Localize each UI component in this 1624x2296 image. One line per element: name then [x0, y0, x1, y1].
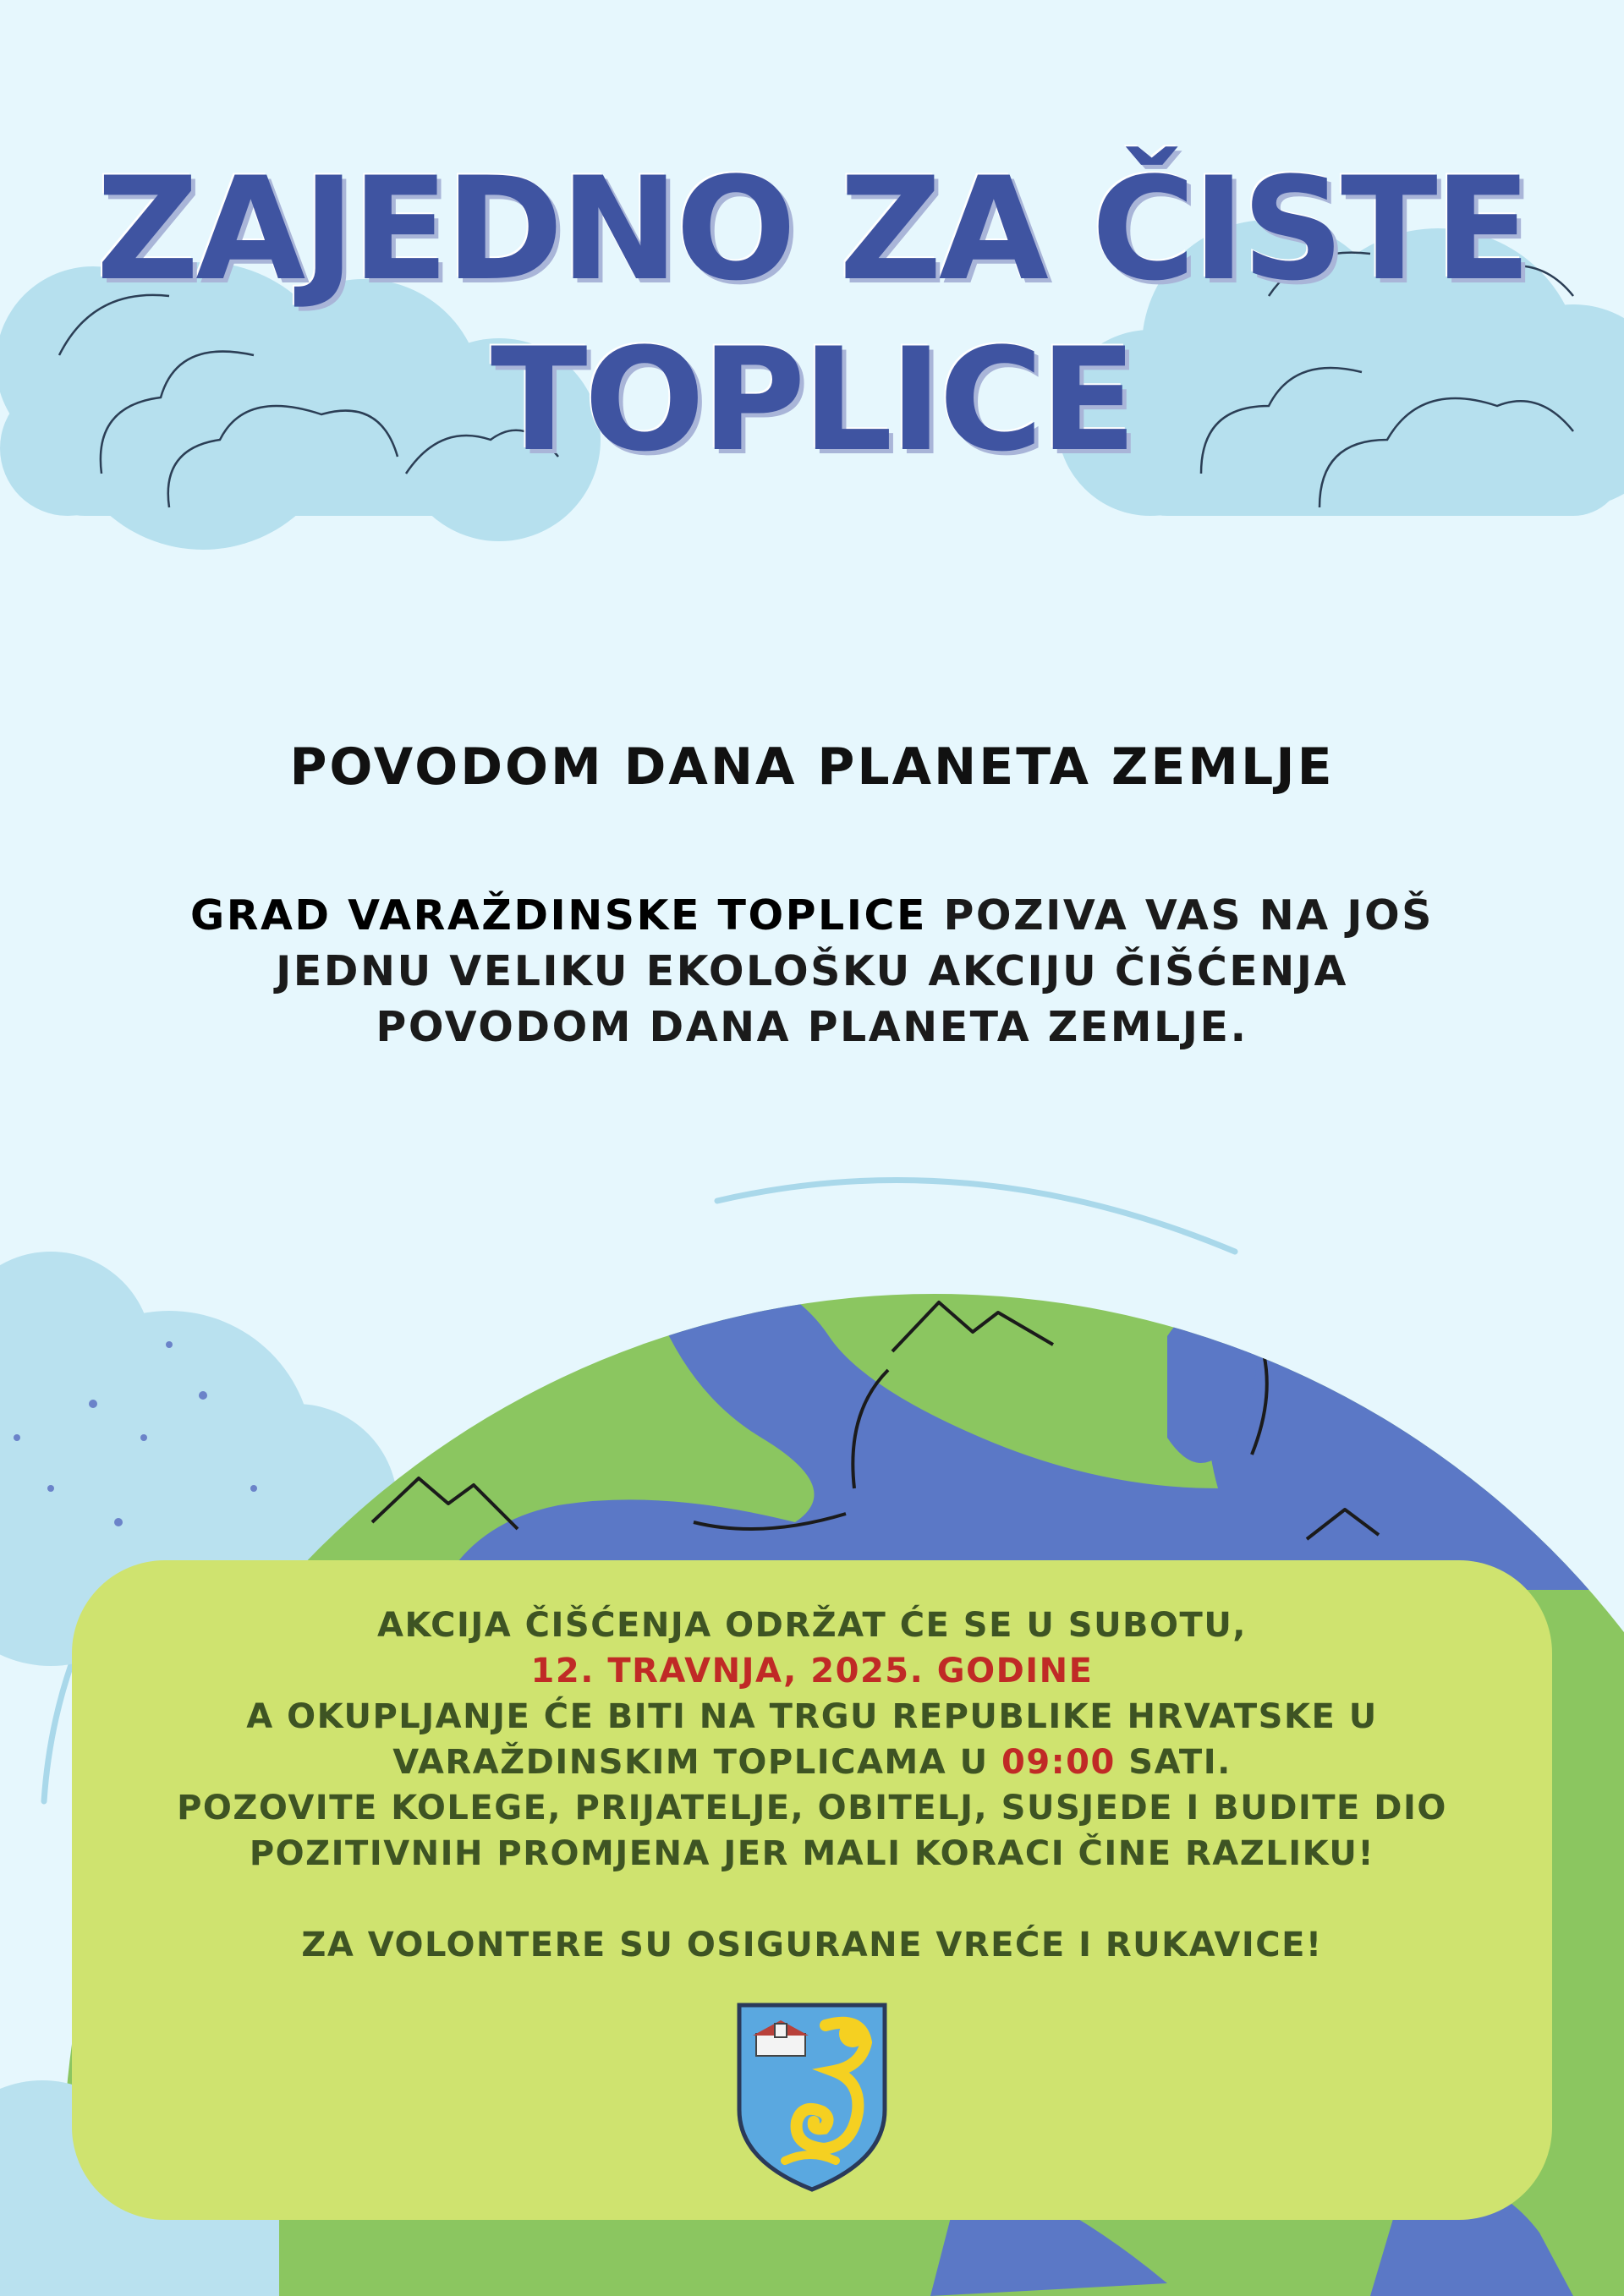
coat-of-arms-icon — [734, 2000, 890, 2195]
info-line-5: POZOVITE KOLEGE, PRIJATELJE, OBITELJ, SUSJEDE I BUDITE DIO — [177, 1789, 1447, 1827]
subtitle: POVODOM DANA PLANETA ZEMLJE — [289, 737, 1335, 797]
volunteer-note: ZA VOLONTERE SU OSIGURANE VREĆE I RUKAVICE! — [301, 1926, 1323, 1964]
organizer-name: GRAD VARAŽDINSKE TOPLICE — [190, 891, 927, 940]
invitation-line-2: JEDNU VELIKU EKOLOŠKU AKCIJU ČIŠĆENJA — [276, 947, 1348, 995]
event-time: 09:00 — [1001, 1743, 1116, 1782]
event-date: 12. TRAVNJA, 2025. GODINE — [530, 1652, 1094, 1690]
invitation-line-3: POVODOM DANA PLANETA ZEMLJE. — [376, 1003, 1248, 1051]
info-line-1: AKCIJA ČIŠĆENJA ODRŽAT ĆE SE U SUBOTU, — [376, 1606, 1247, 1645]
title-line-2: TOPLICE — [490, 317, 1134, 483]
invitation-text — [169, 888, 1455, 1055]
info-line-6: POZITIVNIH PROMJENA JER MALI KORACI ČINE RAZLIKU! — [249, 1834, 1375, 1873]
info-line-4: VARAŽDINSKIM TOPLICAMA U 09:00 SATI. — [392, 1743, 1232, 1782]
poster-title — [0, 144, 1624, 485]
info-line-3: A OKUPLJANJE ĆE BITI NA TRGU REPUBLIKE HRVATSKE U — [246, 1697, 1378, 1736]
title-line-1: ZAJEDNO ZA ČISTE — [96, 146, 1528, 312]
orbit-arc-top — [717, 1181, 1235, 1252]
event-info-text — [72, 1603, 1552, 1968]
invitation-line-1: GRAD VARAŽDINSKE TOPLICE POZIVA VAS NA JOŠ — [190, 891, 1434, 940]
